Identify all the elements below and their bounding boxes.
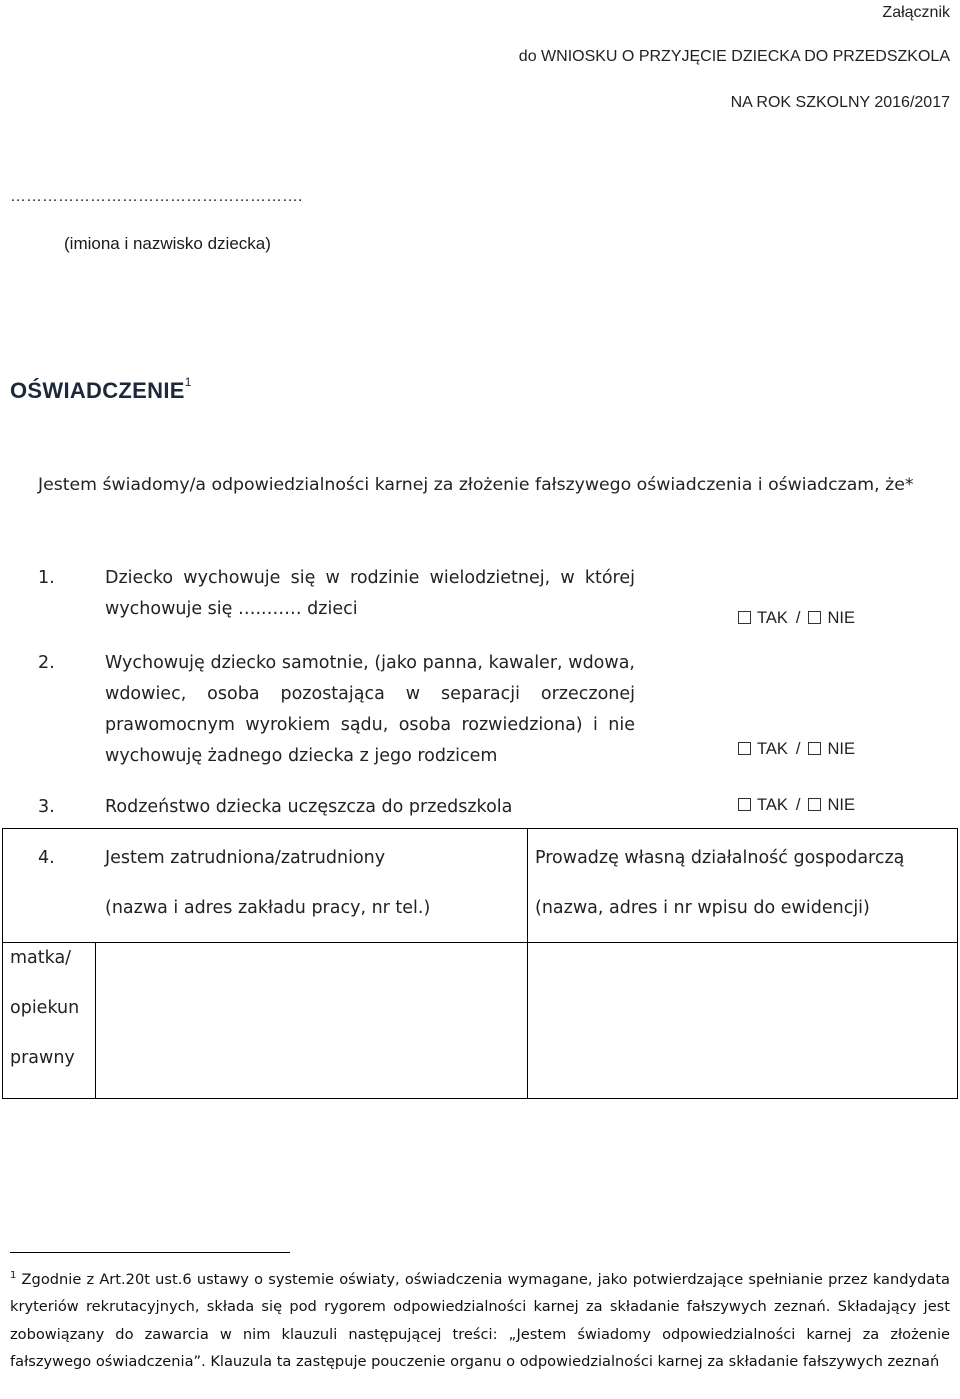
row-label-line: opiekun [10, 998, 80, 1018]
checkbox-no[interactable] [808, 798, 821, 811]
checkbox-no[interactable] [808, 742, 821, 755]
item-text-siblings: Rodzeństwo dziecka uczęszcza do przedszkola [105, 797, 513, 817]
no-label: NIE [827, 609, 855, 627]
row-label-line: matka/ [10, 948, 72, 968]
item-number: 1. [38, 568, 55, 588]
employed-subheader: (nazwa i adres zakładu pracy, nr tel.) [105, 898, 431, 918]
item-number: 3. [38, 797, 55, 817]
child-name-field[interactable]: ………………………………………………. [10, 188, 303, 205]
yes-label: TAK [757, 796, 788, 814]
school-year: NA ROK SZKOLNY 2016/2017 [730, 94, 950, 111]
footnote-text: Zgodnie z Art.20t ust.6 ustawy o systemie oświaty, oświadczenia wymagane, jako potwierdzające spełnianie przez kandydata kryteriów rekrutacyjnych, składa się pod rygorem odpowiedzialności karnej za składanie fałszywych zeznań. Składający jest zobowiązany do zawarcia w nim klauzuli następującej treści: „Jestem świadomy odpowiedzialności karnej za złożenie fałszywego oświadczenia”. Klauzula ta zastępuje pouczenie organu o odpowiedzialności karnej za składanie fałszywych zeznań [10, 1270, 950, 1371]
item-number: 4. [38, 848, 55, 868]
yes-label: TAK [757, 609, 788, 627]
row-label-line: prawny [10, 1048, 75, 1068]
employed-header: Jestem zatrudniona/zatrudniony [105, 848, 386, 868]
checkbox-yes[interactable] [738, 742, 751, 755]
statement-intro: Jestem świadomy/a odpowiedzialności karnej za złożenie fałszywego oświadczenia i oświadczam, że* [38, 475, 914, 495]
statement-title: OŚWIADCZENIE [10, 378, 185, 403]
no-label: NIE [827, 796, 855, 814]
business-input[interactable] [532, 948, 952, 1093]
footnote-ref: 1 [184, 374, 192, 389]
separator: / [795, 609, 801, 627]
choice-single-parent[interactable] [738, 740, 855, 759]
page-title [10, 374, 192, 404]
table-column-divider [527, 828, 528, 1099]
item-text-large-family: Dziecko wychowuje się w rodzinie wielodzietnej, w której wychowuje się …..…… dzieci [105, 568, 635, 619]
self-employed-header: Prowadzę własną działalność gospodarczą [535, 848, 905, 868]
item-text-single-parent: Wychowuję dziecko samotnie, (jako panna, kawaler, wdowa, wdowiec, osoba pozostająca w separacji orzeczonej prawomocnym wyrokiem sądu, osoba rozwiedziona) i nie wychowuję żadnego dziecka z jego rodzicem [105, 653, 635, 766]
table-border-left [2, 828, 3, 1099]
checkbox-yes[interactable] [738, 798, 751, 811]
application-title: do WNIOSKU O PRZYJĘCIE DZIECKA DO PRZEDSZKOLA [518, 48, 950, 65]
table-border-bottom [2, 1098, 958, 1099]
footnote-rule [10, 1252, 290, 1253]
table-divider [2, 942, 958, 943]
no-label: NIE [827, 740, 855, 758]
table-border-right [957, 828, 958, 1099]
yes-label: TAK [757, 740, 788, 758]
item-number: 2. [38, 653, 55, 673]
separator: / [795, 796, 801, 814]
self-employed-subheader: (nazwa, adres i nr wpisu do ewidencji) [535, 898, 870, 918]
choice-siblings[interactable] [738, 796, 855, 815]
table-label-divider [95, 942, 96, 1099]
checkbox-no[interactable] [808, 611, 821, 624]
footnote [10, 1262, 950, 1376]
attachment-label: Załącznik [882, 4, 950, 21]
table-border-top [2, 828, 958, 829]
footnote-mark: 1 [10, 1270, 17, 1281]
child-name-caption: (imiona i nazwisko dziecka) [64, 234, 271, 253]
employer-input[interactable] [100, 948, 520, 1093]
choice-large-family[interactable] [738, 609, 855, 628]
separator: / [795, 740, 801, 758]
checkbox-yes[interactable] [738, 611, 751, 624]
